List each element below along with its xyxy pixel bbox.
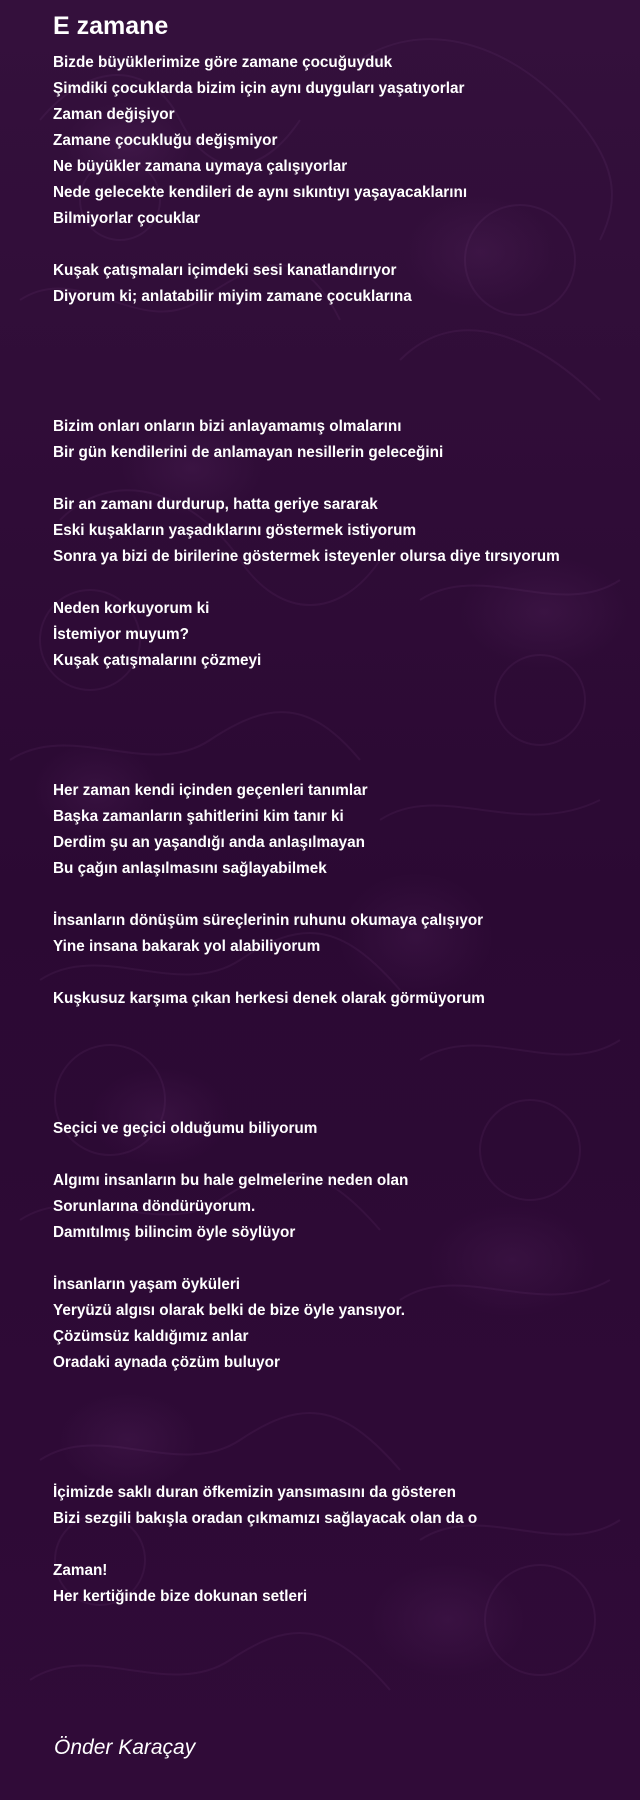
poem-line: Yine insana bakarak yol alabiliyorum [53,938,321,955]
poem-line: Kuşak çatışmalarını çözmeyi [53,652,262,669]
poem-line: Bilmiyorlar çocuklar [53,210,201,227]
poem-line: Bir an zamanı durdurup, hatta geriye sararak [53,496,378,513]
stanza [53,492,633,570]
poem-line: Kuşak çatışmaları içimdeki sesi kanatlandırıyor [53,262,397,279]
poem-line: Seçici ve geçici olduğumu biliyorum [53,1120,318,1137]
poem-line: Algımı insanların bu hale gelmelerine neden olan [53,1172,409,1189]
poem-line: Zamane çocukluğu değişmiyor [53,132,278,149]
poem-line: Zaman değişiyor [53,106,175,123]
poem-title: E zamane [53,12,169,40]
poem-line: Yeryüzü algısı olarak belki de bize öyle yansıyor. [53,1302,405,1319]
stanza [53,1168,633,1246]
poem-body [53,50,633,1610]
stanza [53,908,633,960]
poem-line: İnsanların yaşam öyküleri [53,1276,241,1293]
poem-line: Bir gün kendilerini de anlamayan nesillerin geleceğini [53,444,444,461]
poem-line: Her kertiğinde bize dokunan setleri [53,1588,308,1605]
poem-line: Bizde büyüklerimize göre zamane çocuğuyduk [53,54,393,71]
poem-line: Damıtılmış bilincim öyle söylüyor [53,1224,296,1241]
stanza [53,50,633,232]
stanza [53,778,633,882]
poem-author: Önder Karaçay [54,1736,196,1759]
poem-line: Her zaman kendi içinden geçenleri tanımlar [53,782,368,799]
poem-line: Oradaki aynada çözüm buluyor [53,1354,280,1371]
poem-line: Çözümsüz kaldığımız anlar [53,1328,249,1345]
stanza [53,414,633,466]
stanza [53,1558,633,1610]
poem-line: İstemiyor muyum? [53,626,190,643]
poem-line: Sorunlarına döndürüyorum. [53,1198,256,1215]
poem-line: Diyorum ki; anlatabilir miyim zamane çocuklarına [53,288,412,305]
poem-line: Nede gelecekte kendileri de aynı sıkıntıyı yaşayacaklarını [53,184,468,201]
poem-line: Kuşkusuz karşıma çıkan herkesi denek olarak görmüyorum [53,990,485,1007]
poem-line: Bu çağın anlaşılmasını sağlayabilmek [53,860,327,877]
stanza [53,1272,633,1376]
poem-line: Sonra ya bizi de birilerine göstermek isteyenler olursa diye tırsıyorum [53,548,560,565]
stanza [53,1480,633,1532]
poem-line: Zaman! [53,1562,108,1579]
poem-line: Eski kuşakların yaşadıklarını göstermek istiyorum [53,522,417,539]
poem-line: İçimizde saklı duran öfkemizin yansımasını da gösteren [53,1484,456,1501]
poem-content [53,10,633,1610]
poem-line: Neden korkuyorum ki [53,600,210,617]
stanza [53,1116,633,1142]
poem-line: Başka zamanların şahitlerini kim tanır ki [53,808,344,825]
poem-line: Bizi sezgili bakışla oradan çıkmamızı sağlayacak olan da o [53,1510,478,1527]
poem-line: İnsanların dönüşüm süreçlerinin ruhunu okumaya çalışıyor [53,912,484,929]
stanza [53,986,633,1012]
poem-line: Derdim şu an yaşandığı anda anlaşılmayan [53,834,366,851]
poem-line: Ne büyükler zamana uymaya çalışıyorlar [53,158,348,175]
poem-line: Şimdiki çocuklarda bizim için aynı duyguları yaşatıyorlar [53,80,465,97]
stanza [53,596,633,674]
poem-line: Bizim onları onların bizi anlayamamış olmalarını [53,418,402,435]
stanza [53,258,633,310]
